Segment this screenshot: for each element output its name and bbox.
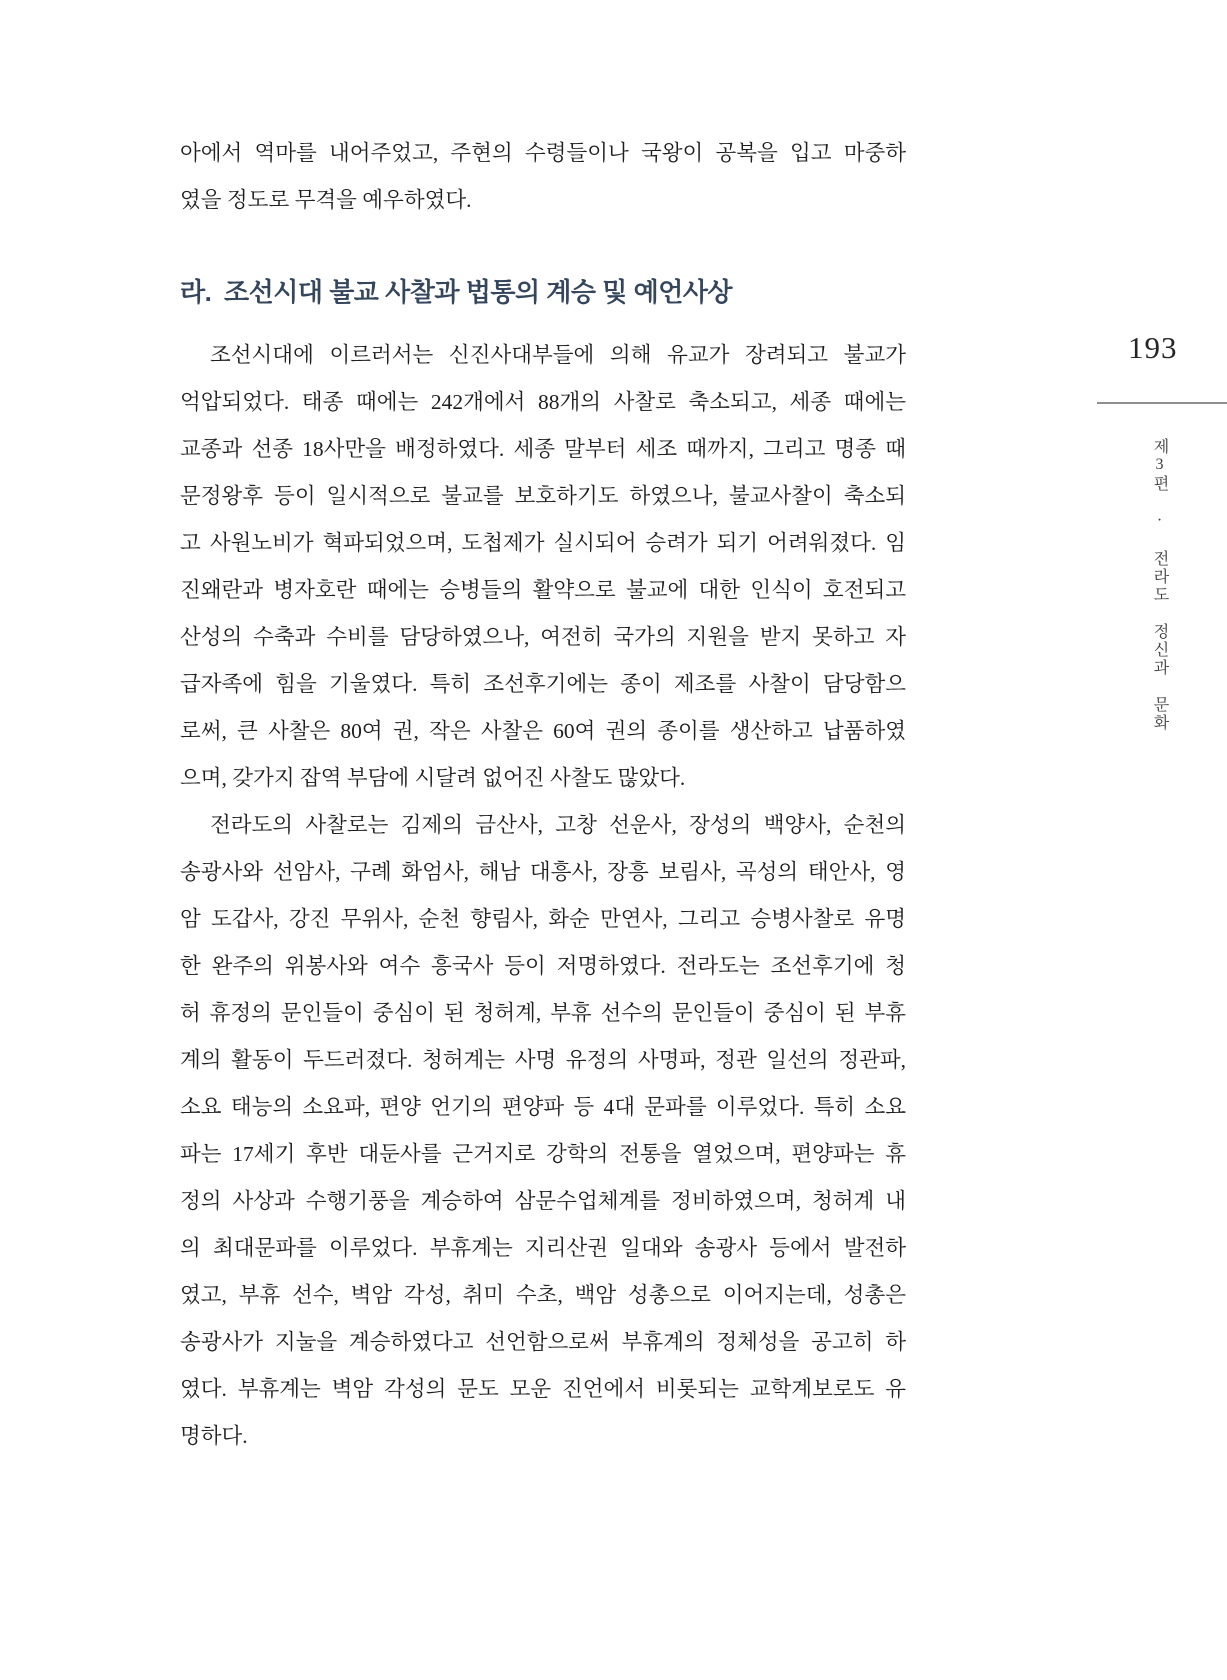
body-line: 고 사원노비가 혁파되었으며, 도첩제가 실시되어 승려가 되기 어려워졌다. 임 [180, 531, 906, 555]
margin-vertical-title: 제3편 · 전라도 정신과 문화 [1151, 438, 1168, 732]
body-line: 급자족에 힘을 기울였다. 특히 조선후기에는 종이 제조를 사찰이 담당함으 [180, 672, 906, 696]
margin-divider-line [1097, 402, 1227, 404]
body-line: 조선시대에 이르러서는 신진사대부들에 의해 유교가 장려되고 불교가 [210, 343, 906, 367]
body-line: 진왜란과 병자호란 때에는 승병들의 활약으로 불교에 대한 인식이 호전되고 [180, 578, 906, 602]
body-line: 전라도의 사찰로는 김제의 금산사, 고창 선운사, 장성의 백양사, 순천의 [210, 813, 906, 837]
body-line: 억압되었다. 태종 때에는 242개에서 88개의 사찰로 축소되고, 세종 때에는 [180, 390, 906, 414]
body-line: 암 도갑사, 강진 무위사, 순천 향림사, 화순 만연사, 그리고 승병사찰로 유명 [180, 907, 906, 931]
section-heading-title: 조선시대 불교 사찰과 법통의 계승 및 예언사상 [224, 277, 733, 307]
body-line: 였을 정도로 무격을 예우하였다. [180, 188, 472, 212]
body-line: 명하다. [180, 1424, 248, 1448]
intro-paragraph [180, 130, 906, 224]
section-heading-label: 라. [180, 277, 212, 307]
body-line: 의 최대문파를 이루었다. 부휴계는 지리산권 일대와 송광사 등에서 발전하 [180, 1236, 906, 1260]
body-line: 송광사와 선암사, 구례 화엄사, 해남 대흥사, 장흥 보림사, 곡성의 태안사, 영 [180, 860, 906, 884]
body-line: 송광사가 지눌을 계승하였다고 선언함으로써 부휴계의 정체성을 공고히 하 [180, 1330, 906, 1354]
section-heading [180, 276, 906, 308]
body-line: 로써, 큰 사찰은 80여 권, 작은 사찰은 60여 권의 종이를 생산하고 납품하였 [180, 719, 906, 743]
body-line: 계의 활동이 두드러졌다. 청허계는 사명 유정의 사명파, 정관 일선의 정관파, [180, 1048, 906, 1072]
text-column [180, 130, 906, 1460]
body-line: 교종과 선종 18사만을 배정하였다. 세종 말부터 세조 때까지, 그리고 명종 때 [180, 437, 906, 461]
body-line: 였고, 부휴 선수, 벽암 각성, 취미 수초, 백암 성총으로 이어지는데, 성총은 [180, 1283, 906, 1307]
body-line: 문정왕후 등이 일시적으로 불교를 보호하기도 하였으나, 불교사찰이 축소되 [180, 484, 906, 508]
body-line: 산성의 수축과 수비를 담당하였으나, 여전히 국가의 지원을 받지 못하고 자 [180, 625, 906, 649]
body-line: 소요 태능의 소요파, 편양 언기의 편양파 등 4대 문파를 이루었다. 특히 소요 [180, 1095, 906, 1119]
body-line: 정의 사상과 수행기풍을 계승하여 삼문수업체계를 정비하였으며, 청허계 내 [180, 1189, 906, 1213]
body-paragraph-1 [180, 332, 906, 802]
body-line: 파는 17세기 후반 대둔사를 근거지로 강학의 전통을 열었으며, 편양파는 휴 [180, 1142, 906, 1166]
body-line: 으며, 갖가지 잡역 부담에 시달려 없어진 사찰도 많았다. [180, 766, 686, 790]
body-line: 였다. 부휴계는 벽암 각성의 문도 모운 진언에서 비롯되는 교학계보로도 유 [180, 1377, 906, 1401]
body-line: 허 휴정의 문인들이 중심이 된 청허계, 부휴 선수의 문인들이 중심이 된 부휴 [180, 1001, 906, 1025]
page-number: 193 [1128, 330, 1178, 365]
body-line: 아에서 역마를 내어주었고, 주현의 수령들이나 국왕이 공복을 입고 마중하 [180, 141, 906, 165]
body-paragraph-2 [180, 802, 906, 1460]
body-line: 한 완주의 위봉사와 여수 흥국사 등이 저명하였다. 전라도는 조선후기에 청 [180, 954, 906, 978]
